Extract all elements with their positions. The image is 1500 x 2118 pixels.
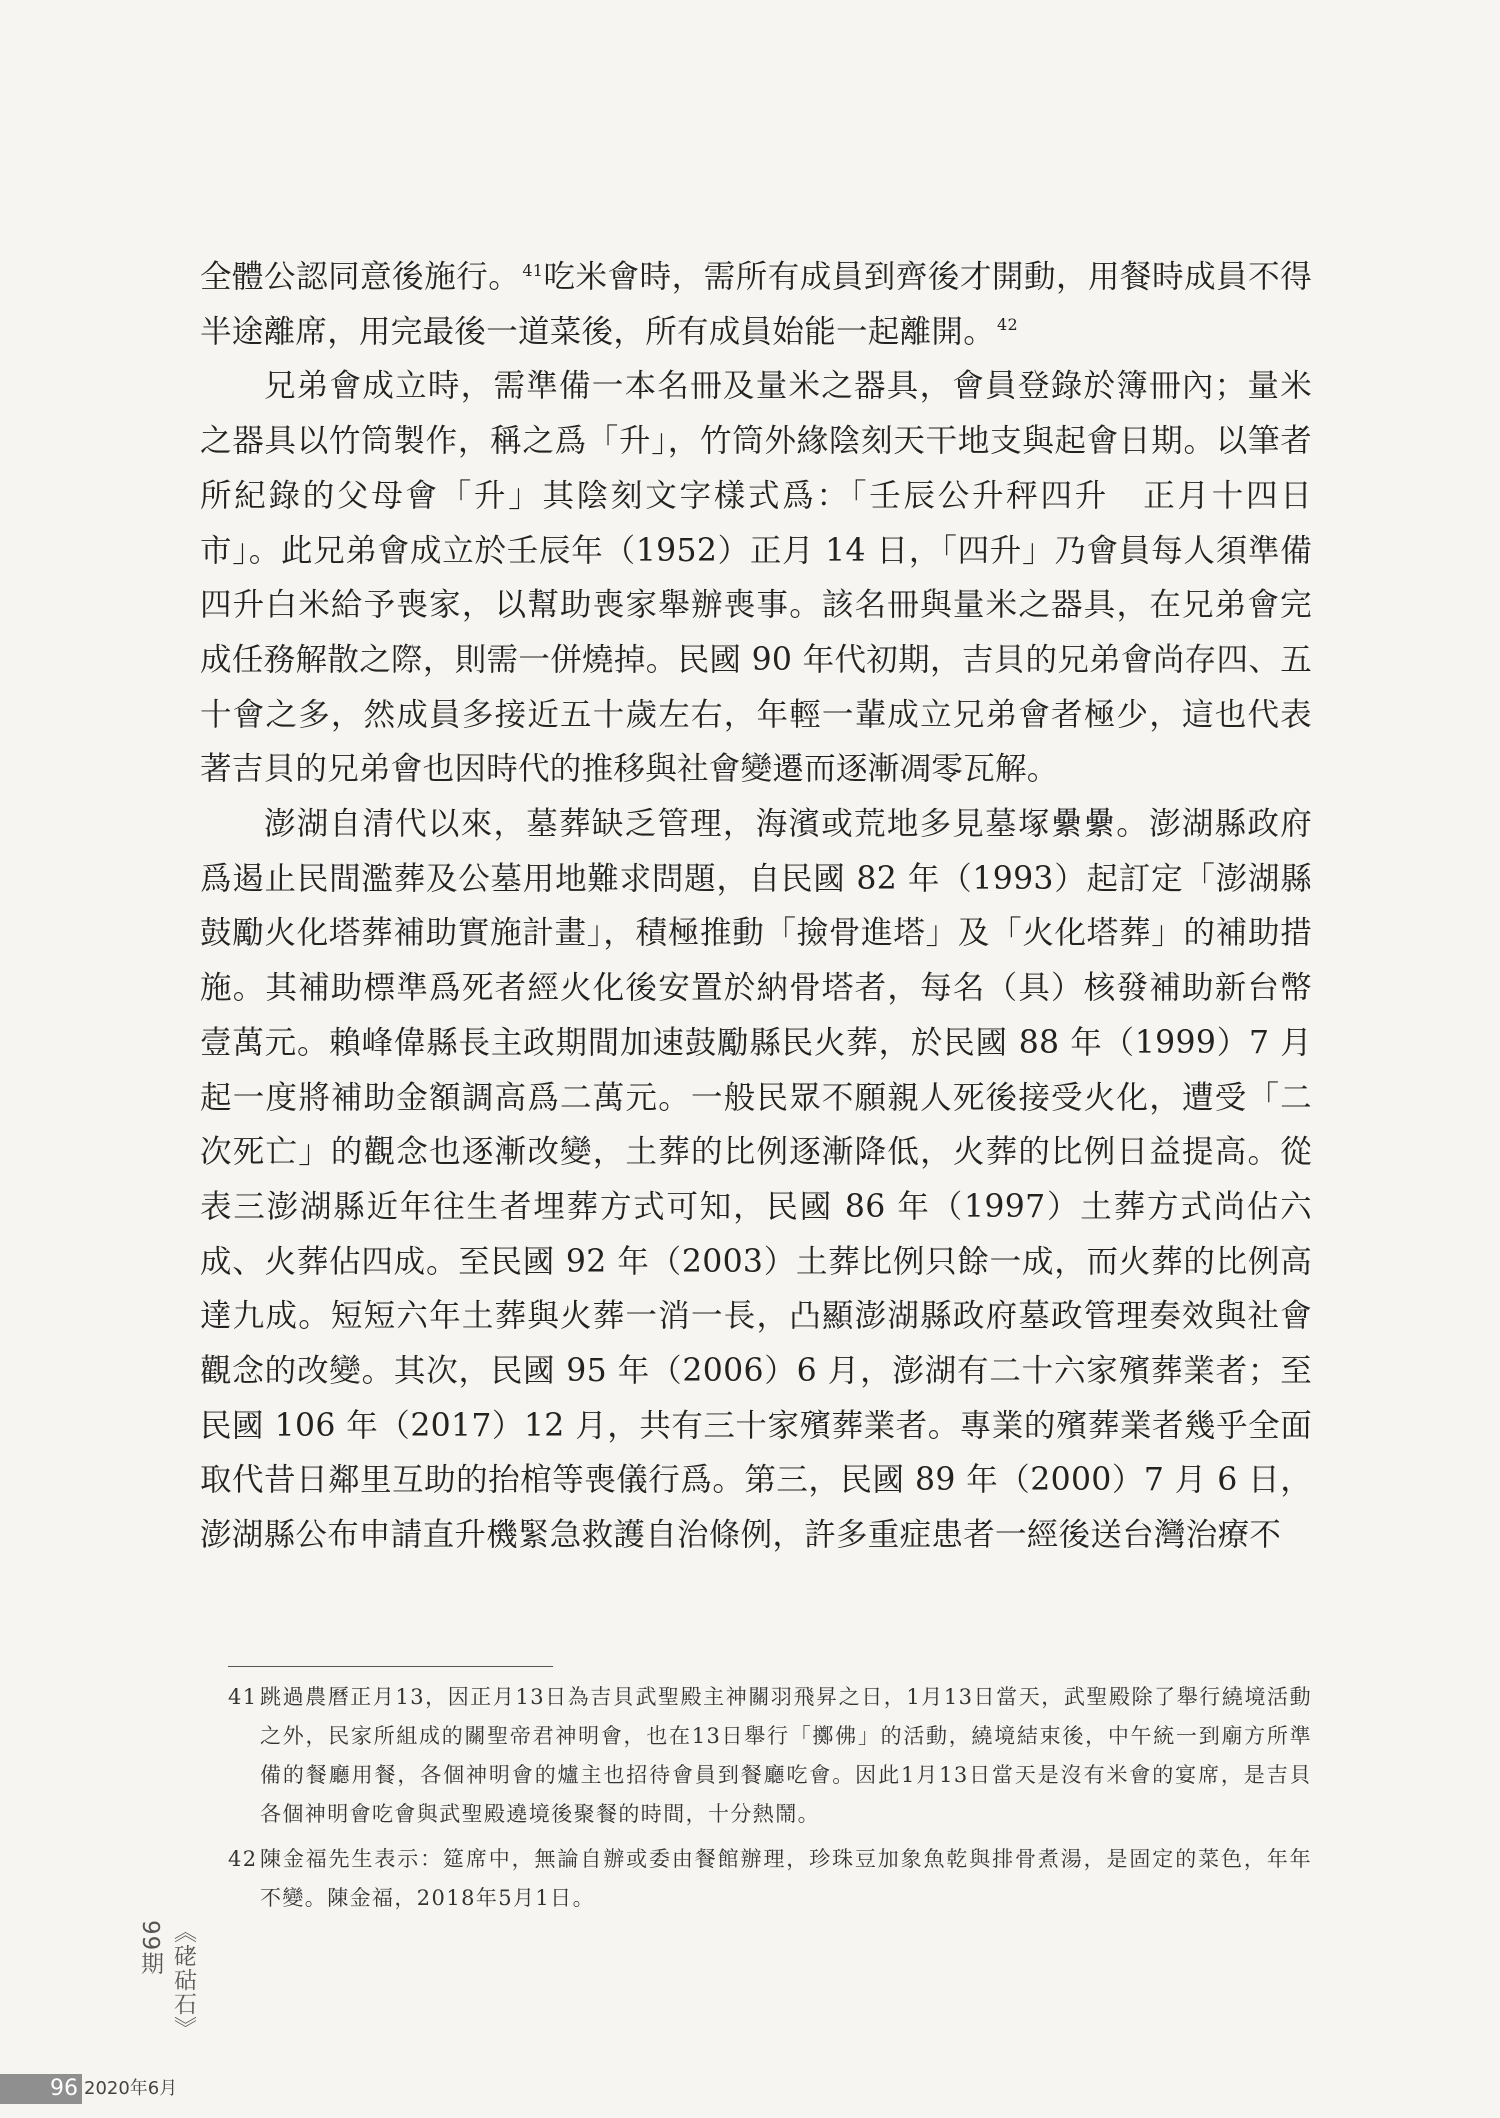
footnote-text: 跳過農曆正月13，因正月13日為吉貝武聖殿主神關羽飛昇之日，1月13日當天，武聖殿除了舉行繞境活動之外，民家所組成的關聖帝君神明會，也在13日舉行「擲佛」的活動，繞境結束後，中午統一到廟方所準備的餐廳用餐，各個神明會的爐主也招待會員到餐廳吃會。因此1月13日當天是沒有米會的宴席，是吉貝各個神明會吃會與武聖殿遶境後聚餐的時間，十分熱鬧。 [260, 1685, 1312, 1826]
footnote-reference[interactable]: 41 [522, 260, 544, 280]
paragraph-text: 澎湖自清代以來，墓葬缺乏管理，海濱或荒地多見墓塚纍纍。澎湖縣政府爲遏止民間濫葬及公墓用地難求問題，自民國 82 年（1993）起訂定「澎湖縣鼓勵火化塔葬補助實施計畫」，積極推動「撿骨進塔」及「火化塔葬」的補助措施。其補助標準爲死者經火化後安置於納骨塔者，每名（具）核發補助新台幣壹萬元。賴峰偉縣長主政期間加速鼓勵縣民火葬，於民國 88 年（1999）7 月起一度將補助金額調高爲二萬元。一般民眾不願親人死後接受火化，遭受「二次死亡」的觀念也逐漸改變，土葬的比例逐漸降低，火葬的比例日益提高。從表三澎湖縣近年往生者埋葬方式可知，民國 86 年（1997）土葬方式尚佔六成、火葬佔四成。至民國 92 年（2003）土葬比例只餘一成，而火葬的比例高達九成。短短六年土葬與火葬一消一長，凸顯澎湖縣政府墓政管理奏效與社會觀念的改變。其次，民國 95 年（2006）6 月，澎湖有二十六家殯葬業者；至民國 106 年（2017）12 月，共有三十家殯葬業者。專業的殯葬業者幾乎全面取代昔日鄰里互助的抬棺等喪儀行爲。第三，民國 89 年（2000）7 月 6 日，澎湖縣公布申請直升機緊急救護自治條例，許多重症患者一經後送台灣治療不 [200, 806, 1312, 1554]
footnote-number: 41 [228, 1685, 258, 1709]
body-text [200, 250, 1312, 1563]
footnote-item [228, 1678, 1312, 1834]
footnote-divider [228, 1666, 553, 1667]
footnote-number: 42 [228, 1847, 258, 1871]
paragraph-text: 吃米會時，需所有成員到齊後才開動，用餐時成員不得半途離席，用完最後一道菜後，所有成員始能一起離開。 [200, 259, 1312, 350]
footnote-reference[interactable]: 42 [997, 315, 1018, 335]
page-number: 96 [0, 2074, 82, 2104]
journal-title: 《硓𥑮石》99期 [137, 1920, 196, 2040]
issue-date: 2020年6月 [84, 2078, 178, 2099]
paragraph-text: 兄弟會成立時，需準備一本名冊及量米之器具，會員登錄於簿冊內；量米之器具以竹筒製作，稱之爲「升」，竹筒外緣陰刻天干地支與起會日期。以筆者所紀錄的父母會「升」其陰刻文字樣式爲：「壬辰公升秤四升 正月十四日市」。此兄弟會成立於壬辰年（1952）正月 14 日，「四升」乃會員每人須準備四升白米給予喪家，以幫助喪家舉辦喪事。該名冊與量米之器具，在兄弟會完成任務解散之際，則需一併燒掉。民國 90 年代初期，吉貝的兄弟會尚存四、五十會之多，然成員多接近五十歲左右，年輕一輩成立兄弟會者極少，這也代表著吉貝的兄弟會也因時代的推移與社會變遷而逐漸凋零瓦解。 [200, 368, 1312, 788]
paragraph-text: 全體公認同意後施行。 [200, 259, 521, 295]
footnotes [228, 1678, 1312, 1924]
body-paragraph [200, 359, 1312, 797]
body-paragraph [200, 250, 1312, 359]
footnote-text: 陳金福先生表示：筵席中，無論自辦或委由餐館辦理，珍珠豆加象魚乾與排骨煮湯，是固定的菜色，年年不變。陳金福，2018年5月1日。 [260, 1847, 1312, 1910]
body-paragraph [200, 797, 1312, 1563]
footnote-item [228, 1840, 1312, 1918]
